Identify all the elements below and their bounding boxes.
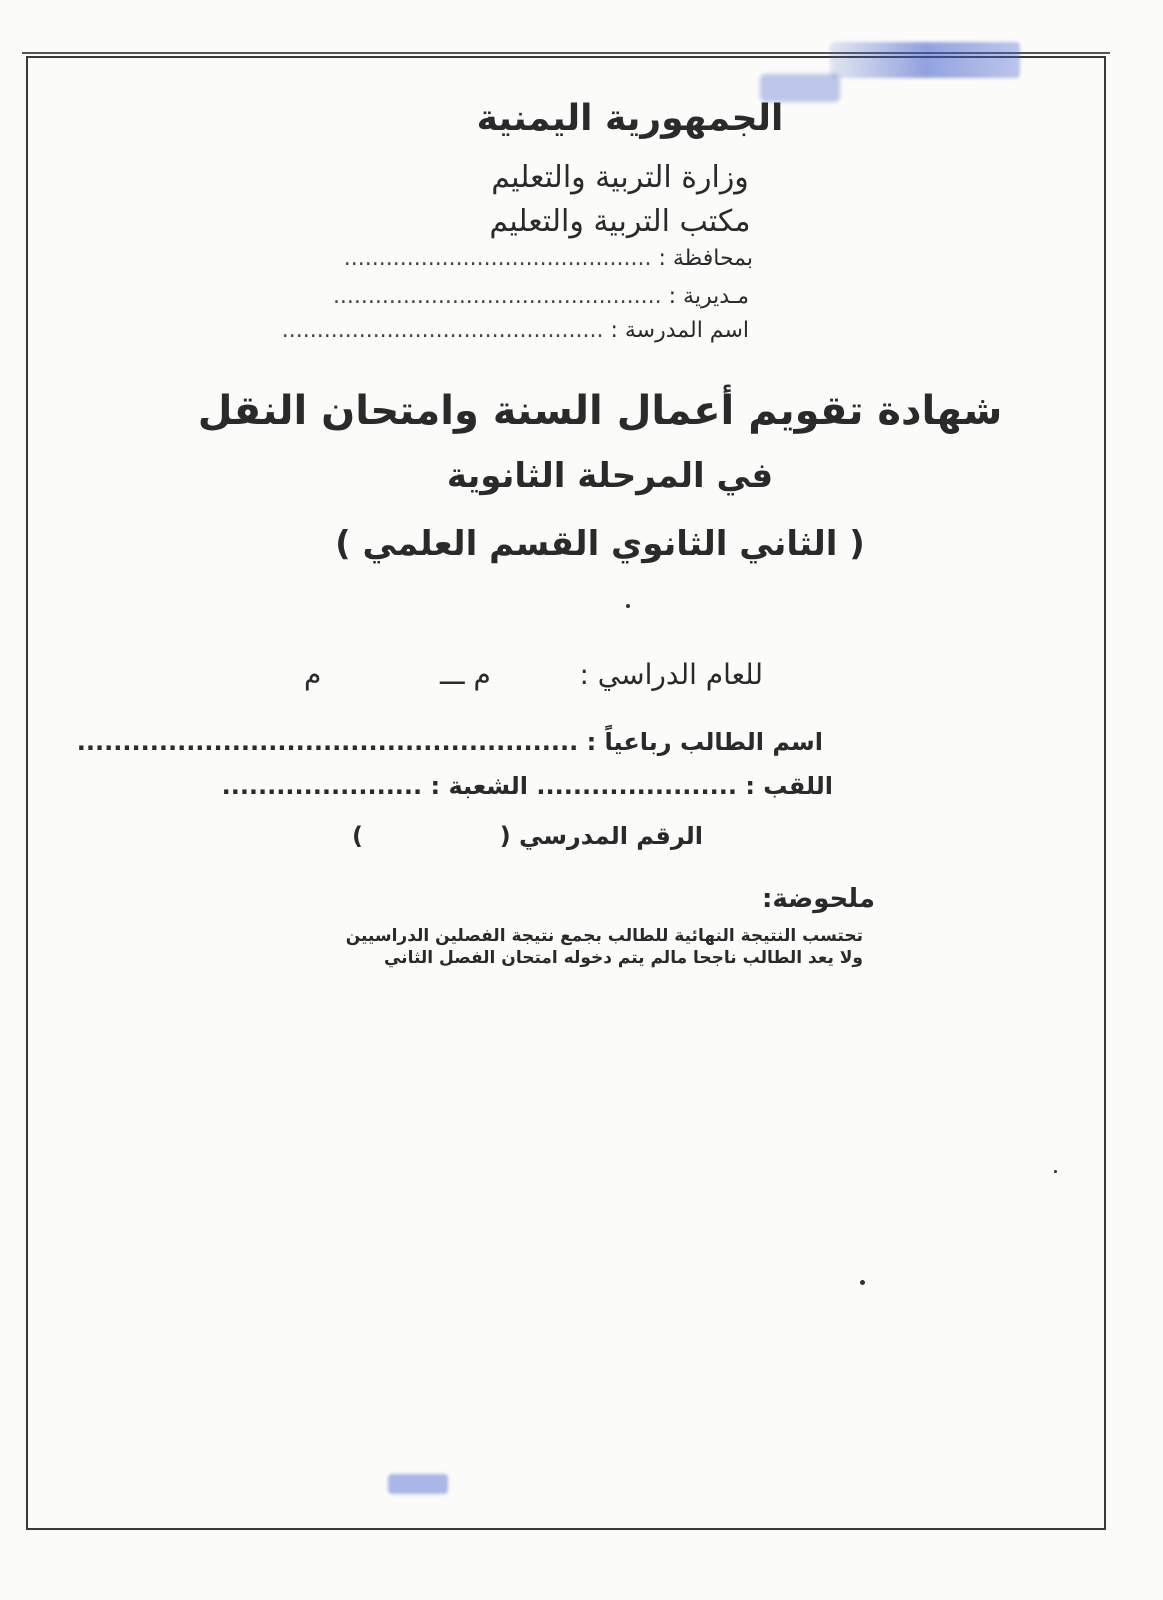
governorate-label: بمحافظة : [658, 246, 753, 271]
student-name-field [77, 728, 823, 756]
certificate-branch: ( الثاني الثانوي القسم العلمي ) [335, 524, 865, 564]
surname-section-field [222, 772, 833, 800]
district-dots: ............................................... [332, 284, 662, 309]
note-line-2: ولا يعد الطالب ناجحا مالم يتم دخوله امتحان الفصل الثاني [383, 948, 863, 968]
section-dots: ...................... [221, 772, 423, 800]
school-name-label: اسم المدرسة : [610, 318, 749, 343]
surname-label: اللقب : [745, 772, 833, 800]
school-number-field [352, 822, 703, 850]
section-label: الشعبة : [430, 772, 529, 800]
school-name-field [282, 318, 749, 343]
ink-speck [860, 1280, 865, 1285]
year-start-suffix: م ـــ [440, 658, 491, 691]
district-field [333, 284, 749, 309]
ink-speck [626, 604, 630, 608]
school-number-label: الرقم المدرسي ( [499, 822, 703, 850]
ink-speck [1054, 1170, 1057, 1173]
district-label: مـديرية : [668, 284, 749, 309]
note-line-1: تحتسب النتيجة النهائية للطالب بجمع نتيجة الفصلين الدراسيين [345, 926, 863, 946]
certificate-stage: في المرحلة الثانوية [446, 456, 774, 496]
blue-stamp-top [830, 42, 1020, 78]
governorate-dots: ............................................ [343, 246, 652, 271]
blue-stamp-bottom [388, 1474, 448, 1494]
student-name-label: اسم الطالب رباعياً : [586, 728, 823, 756]
academic-year-label: للعام الدراسي : [579, 658, 763, 691]
governorate-field [344, 246, 753, 271]
year-end-suffix: م [304, 658, 322, 691]
student-name-dots: ....................................................... [76, 728, 579, 756]
note-heading: ملحوضة: [761, 884, 875, 914]
school-number-close: ) [352, 822, 363, 850]
office-heading: مكتب التربية والتعليم [489, 204, 751, 239]
country-heading: الجمهورية اليمنية [476, 98, 784, 139]
certificate-title: شهادة تقويم أعمال السنة وامتحان النقل [197, 388, 1003, 434]
school-name-dots: .............................................. [281, 318, 604, 343]
ministry-heading: وزارة التربية والتعليم [491, 160, 749, 195]
surname-dots: ...................... [536, 772, 737, 800]
